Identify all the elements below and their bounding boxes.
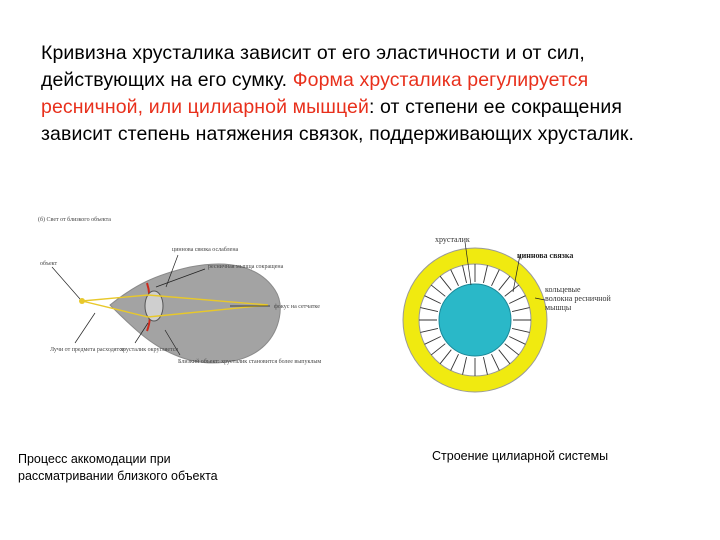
label-object: объект — [40, 261, 58, 267]
lens-disc — [439, 284, 511, 356]
label-lens: хрусталик округляется — [120, 347, 179, 353]
intro-text-highlight: Форма хрусталика регулируется ресничной, или цилиарной мышцей — [41, 69, 589, 118]
label-rays: Лучи от предмета расходятся — [50, 347, 125, 353]
label-fovea: фокус на сетчатке — [274, 304, 320, 310]
label-fibers — [545, 285, 611, 312]
label-fibers-line: волокна ресничной — [545, 294, 611, 303]
caption-left: Процесс аккомодации при рассматривании близкого объекта — [18, 452, 218, 483]
label-ligaments: циннова связка ослаблена — [172, 247, 239, 253]
label-fibers-line: кольцевые — [545, 285, 581, 294]
intro-paragraph — [41, 40, 681, 148]
ciliary-system-diagram — [395, 230, 695, 420]
leader-rays — [75, 313, 95, 343]
leader-object — [52, 267, 80, 299]
label-zonule: циннова связка — [517, 251, 574, 260]
accommodation-diagram — [30, 205, 330, 390]
diagram-title: (б) Свет от близкого объекта — [38, 217, 111, 223]
label-lens: хрусталик — [435, 235, 470, 244]
intro-text-part3: : от степени ее сокращения зависит степень натяжения связок, поддерживающих хрусталик. — [41, 96, 635, 145]
label-fibers-line: мышцы — [545, 303, 572, 312]
label-muscle: ресничная мышца сокращена — [208, 264, 284, 270]
intro-text-part1: Кривизна хрусталика зависит от его эластичности и от сил, действующих на его сумку. — [41, 42, 585, 91]
label-bottom: Близкий объект: хрусталик становится более выпуклым — [178, 359, 322, 365]
caption-right: Строение цилиарной системы — [432, 449, 609, 463]
